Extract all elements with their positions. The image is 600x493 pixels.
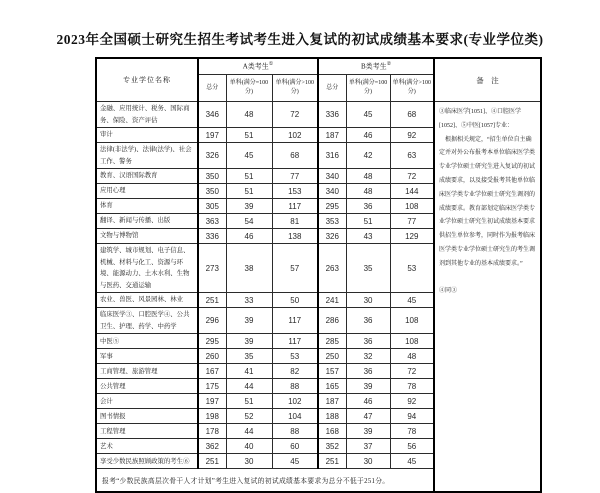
degree-name-cell: 艺术 [96, 439, 198, 454]
score-b-cell: 46 [346, 394, 390, 409]
score-a-cell: 104 [272, 409, 318, 424]
score-a-cell: 35 [226, 349, 272, 364]
score-a-cell: 45 [272, 454, 318, 469]
score-b-cell: 77 [390, 214, 434, 229]
score-b-cell: 56 [390, 439, 434, 454]
score-a-cell: 362 [198, 439, 226, 454]
score-a-cell: 117 [272, 334, 318, 349]
degree-name-cell: 体育 [96, 199, 198, 214]
score-b-cell: 46 [346, 128, 390, 143]
header-a-single-gt100: 单科(满分>100分) [272, 75, 318, 102]
score-b-cell: 129 [390, 229, 434, 244]
score-a-cell: 102 [272, 128, 318, 143]
score-b-cell: 36 [346, 364, 390, 379]
score-b-cell: 188 [318, 409, 346, 424]
score-b-cell: 295 [318, 199, 346, 214]
score-a-cell: 197 [198, 128, 226, 143]
degree-name-cell: 文物与博物馆 [96, 229, 198, 244]
degree-name-cell: 公共管理 [96, 379, 198, 394]
score-a-cell: 350 [198, 169, 226, 184]
remark-head: ③临床医学[1051]、④口腔医学[1052]、⑤中医[1057]专业： [439, 109, 522, 129]
score-b-cell: 78 [390, 379, 434, 394]
header-b-total: 总分 [318, 75, 346, 102]
score-b-cell: 48 [390, 349, 434, 364]
score-requirements-table [95, 57, 542, 493]
score-b-cell: 286 [318, 308, 346, 334]
score-a-cell: 54 [226, 214, 272, 229]
degree-name-cell: 法律(非法学)、法律(法学)、社会工作、警务 [96, 143, 198, 169]
score-a-cell: 52 [226, 409, 272, 424]
score-a-cell: 72 [272, 102, 318, 128]
score-a-cell: 363 [198, 214, 226, 229]
degree-name-cell: 中医⑤ [96, 334, 198, 349]
header-a-single-100: 单科(满分=100分) [226, 75, 272, 102]
score-b-cell: 32 [346, 349, 390, 364]
score-b-cell: 340 [318, 184, 346, 199]
score-a-cell: 82 [272, 364, 318, 379]
degree-name-cell: 军事 [96, 349, 198, 364]
score-a-cell: 41 [226, 364, 272, 379]
score-b-cell: 157 [318, 364, 346, 379]
score-b-cell: 43 [346, 229, 390, 244]
score-b-cell: 63 [390, 143, 434, 169]
score-b-cell: 47 [346, 409, 390, 424]
header-remark: 备 注 [434, 58, 541, 102]
score-b-cell: 108 [390, 334, 434, 349]
score-b-cell: 78 [390, 424, 434, 439]
score-b-cell: 37 [346, 439, 390, 454]
score-a-cell: 77 [272, 169, 318, 184]
degree-name-cell: 金融、应用统计、税务、国际商务、保险、资产评估 [96, 102, 198, 128]
score-a-cell: 251 [198, 454, 226, 469]
score-b-cell: 42 [346, 143, 390, 169]
score-a-cell: 336 [198, 229, 226, 244]
score-b-cell: 108 [390, 199, 434, 214]
score-a-cell: 46 [226, 229, 272, 244]
degree-name-cell: 应用心理 [96, 184, 198, 199]
score-b-cell: 30 [346, 293, 390, 308]
score-b-cell: 51 [346, 214, 390, 229]
degree-name-cell: 临床医学③、口腔医学④、公共卫生、护理、药学、中药学 [96, 308, 198, 334]
score-a-cell: 57 [272, 244, 318, 293]
degree-name-cell: 图书情报 [96, 409, 198, 424]
score-a-cell: 273 [198, 244, 226, 293]
score-a-cell: 178 [198, 424, 226, 439]
score-b-cell: 92 [390, 394, 434, 409]
degree-name-cell: 翻译、新闻与传播、出版 [96, 214, 198, 229]
score-b-cell: 48 [346, 169, 390, 184]
score-a-cell: 346 [198, 102, 226, 128]
degree-name-cell: 会计 [96, 394, 198, 409]
score-a-cell: 51 [226, 394, 272, 409]
score-b-cell: 241 [318, 293, 346, 308]
group-b-label: B类考生 [360, 62, 387, 71]
score-b-cell: 165 [318, 379, 346, 394]
score-b-cell: 336 [318, 102, 346, 128]
score-b-cell: 94 [390, 409, 434, 424]
score-a-cell: 39 [226, 334, 272, 349]
score-a-cell: 51 [226, 169, 272, 184]
score-b-cell: 36 [346, 308, 390, 334]
header-row-groups [96, 58, 541, 75]
score-a-cell: 175 [198, 379, 226, 394]
score-a-cell: 40 [226, 439, 272, 454]
score-a-cell: 295 [198, 334, 226, 349]
score-a-cell: 39 [226, 308, 272, 334]
document-title: 2023年全国硕士研究生招生考试考生进入复试的初试成绩基本要求(专业学位类) [56, 32, 544, 47]
group-b-note-mark: ② [386, 62, 392, 68]
score-a-cell: 50 [272, 293, 318, 308]
score-a-cell: 167 [198, 364, 226, 379]
score-b-cell: 108 [390, 308, 434, 334]
score-a-cell: 45 [226, 143, 272, 169]
score-b-cell: 353 [318, 214, 346, 229]
score-a-cell: 68 [272, 143, 318, 169]
degree-name-cell: 建筑学、城市规划、电子信息、机械、材料与化工、资源与环境、能源动力、土木水利、生物与医药、交通运输 [96, 244, 198, 293]
footnote-cell: 报考“少数民族高层次骨干人才计划”考生进入复试的初试成绩基本要求为总分不低于251分。 [96, 469, 434, 493]
group-a-label: A类考生 [242, 62, 269, 71]
degree-name-cell: 农业、兽医、风景园林、林业 [96, 293, 198, 308]
remark-body: 根据相关规定，“招生单位自主确定并对外公布报考本单位临床医学类专业学位硕士研究生进入复试的初试成绩要求，以及接受报考其他单位临床医学类专业学位硕士研究生调剂的成绩要求。教育部划定临床医学类专业学位硕士研究生初试成绩基本要求供招生单位参考，同时作为报考临床医学类专业学位硕士研究生的考生调剂到其他专业的基本成绩要求。” [439, 136, 536, 267]
header-b-single-100: 单科(满分=100分) [346, 75, 390, 102]
score-a-cell: 260 [198, 349, 226, 364]
remark-cell [434, 102, 541, 493]
score-a-cell: 81 [272, 214, 318, 229]
score-a-cell: 44 [226, 379, 272, 394]
score-b-cell: 45 [346, 102, 390, 128]
header-group-a [198, 58, 318, 75]
group-a-note-mark: ① [268, 62, 274, 68]
score-b-cell: 316 [318, 143, 346, 169]
score-a-cell: 197 [198, 394, 226, 409]
score-b-cell: 168 [318, 424, 346, 439]
score-b-cell: 285 [318, 334, 346, 349]
degree-name-cell: 审计 [96, 128, 198, 143]
score-b-cell: 352 [318, 439, 346, 454]
score-b-cell: 250 [318, 349, 346, 364]
score-a-cell: 88 [272, 379, 318, 394]
score-b-cell: 35 [346, 244, 390, 293]
score-a-cell: 38 [226, 244, 272, 293]
score-a-cell: 198 [198, 409, 226, 424]
score-a-cell: 117 [272, 199, 318, 214]
header-group-b [318, 58, 434, 75]
score-a-cell: 30 [226, 454, 272, 469]
score-b-cell: 45 [390, 293, 434, 308]
score-b-cell: 326 [318, 229, 346, 244]
score-a-cell: 305 [198, 199, 226, 214]
score-a-cell: 48 [226, 102, 272, 128]
score-b-cell: 251 [318, 454, 346, 469]
score-b-cell: 340 [318, 169, 346, 184]
score-a-cell: 60 [272, 439, 318, 454]
score-b-cell: 92 [390, 128, 434, 143]
score-a-cell: 138 [272, 229, 318, 244]
score-b-cell: 68 [390, 102, 434, 128]
score-a-cell: 102 [272, 394, 318, 409]
score-a-cell: 117 [272, 308, 318, 334]
score-a-cell: 51 [226, 128, 272, 143]
score-b-cell: 45 [390, 454, 434, 469]
degree-name-cell: 教育、汉语国际教育 [96, 169, 198, 184]
header-degree-name: 专业学位名称 [96, 58, 198, 102]
score-a-cell: 153 [272, 184, 318, 199]
score-b-cell: 72 [390, 169, 434, 184]
degree-name-cell: 享受少数民族照顾政策的考生⑥ [96, 454, 198, 469]
score-a-cell: 88 [272, 424, 318, 439]
score-b-cell: 48 [346, 184, 390, 199]
score-b-cell: 36 [346, 334, 390, 349]
header-b-single-gt100: 单科(满分>100分) [390, 75, 434, 102]
header-a-total: 总分 [198, 75, 226, 102]
score-a-cell: 39 [226, 199, 272, 214]
score-b-cell: 263 [318, 244, 346, 293]
score-b-cell: 53 [390, 244, 434, 293]
score-a-cell: 51 [226, 184, 272, 199]
score-a-cell: 326 [198, 143, 226, 169]
score-b-cell: 39 [346, 379, 390, 394]
remark-tail: ④同③ [439, 287, 458, 294]
degree-name-cell: 工程管理 [96, 424, 198, 439]
score-a-cell: 251 [198, 293, 226, 308]
score-a-cell: 53 [272, 349, 318, 364]
score-b-cell: 72 [390, 364, 434, 379]
score-a-cell: 33 [226, 293, 272, 308]
score-b-cell: 187 [318, 394, 346, 409]
score-b-cell: 36 [346, 199, 390, 214]
score-b-cell: 30 [346, 454, 390, 469]
score-a-cell: 44 [226, 424, 272, 439]
score-a-cell: 350 [198, 184, 226, 199]
degree-name-cell: 工商管理、旅游管理 [96, 364, 198, 379]
table-row [96, 102, 541, 128]
score-a-cell: 296 [198, 308, 226, 334]
score-b-cell: 39 [346, 424, 390, 439]
score-b-cell: 187 [318, 128, 346, 143]
score-b-cell: 144 [390, 184, 434, 199]
